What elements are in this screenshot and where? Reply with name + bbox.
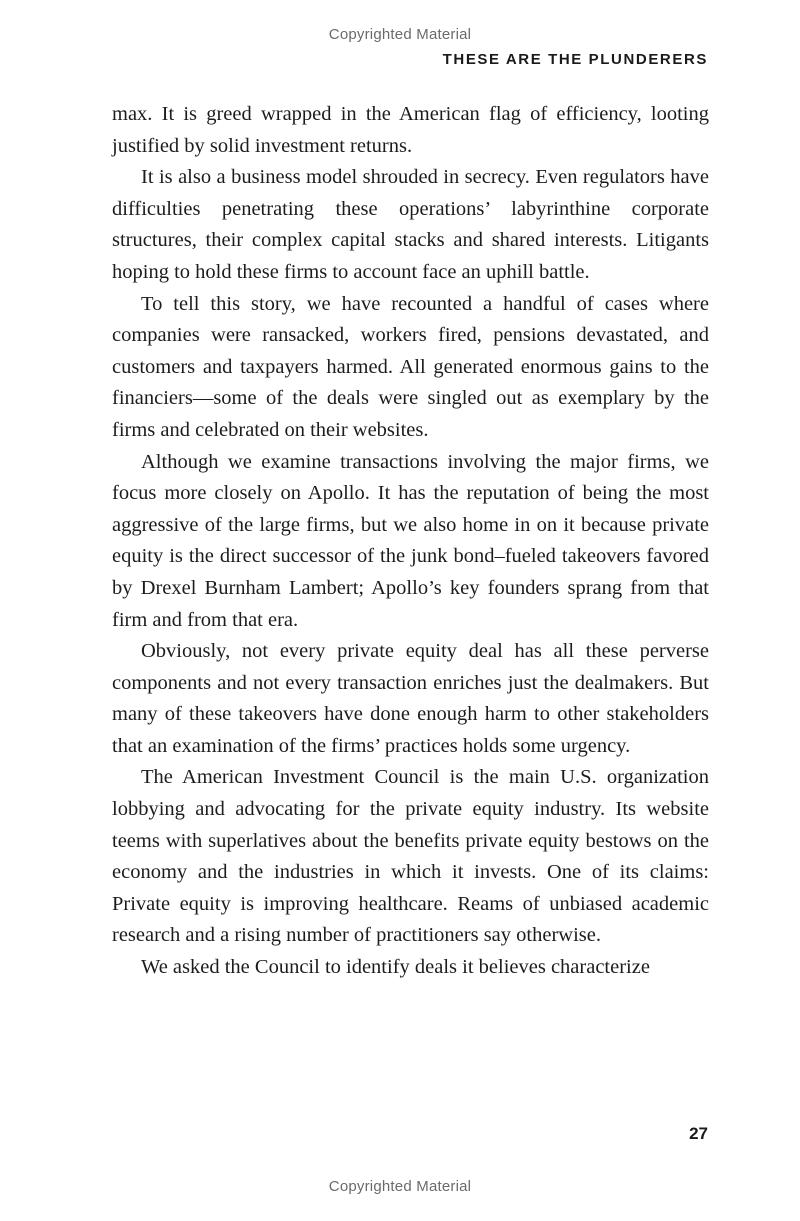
body-paragraph: It is also a business model shrouded in secrecy. Even regulators have difficulties penetrating these operations’ labyrinthine corporate structures, their complex capital stacks and shared interests. Litigants hoping to hold these firms to account face an uphill battle. xyxy=(112,166,709,283)
copyright-watermark-bottom: Copyrighted Material xyxy=(328,1178,472,1195)
copyright-watermark-top: Copyrighted Material xyxy=(328,26,472,43)
running-head-title: THESE ARE THE PLUNDERERS xyxy=(442,51,708,68)
body-paragraph: We asked the Council to identify deals it believes characterize xyxy=(141,956,650,979)
body-paragraph: Although we examine transactions involving the major firms, we focus more closely on Apollo. It has the reputation of being the most aggressive of the large firms, but we also home in on it because private equity is the direct successor of the junk bond–fueled takeovers favored by Drexel Burnham Lambert; Apollo’s key founders sprang from that firm and from that era. xyxy=(112,450,709,631)
body-paragraph: To tell this story, we have recounted a handful of cases where companies were ransacked, workers fired, pensions devastated, and customers and taxpayers harmed. All generated enormous gains to the financiers—some of the deals were singled out as exemplary by the firms and celebrated on their websites. xyxy=(112,292,709,441)
page-body xyxy=(112,99,709,984)
body-paragraph: The American Investment Council is the main U.S. organization lobbying and advocating for the private equity industry. Its website teems with superlatives about the benefits private equity bestows on the economy and the industries in which it invests. One of its claims: Private equity is improving healthcare. Reams of unbiased academic research and a rising number of practitioners say otherwise. xyxy=(112,766,709,947)
page-number: 27 xyxy=(689,1124,708,1143)
body-paragraph: Obviously, not every private equity deal has all these perverse components and not every transaction enriches just the dealmakers. But many of these takeovers have done enough harm to other stakeholders that an examination of the firms’ practices holds some urgency. xyxy=(112,640,709,757)
body-paragraph: max. It is greed wrapped in the American flag of efficiency, looting justified by solid investment returns. xyxy=(112,103,709,157)
